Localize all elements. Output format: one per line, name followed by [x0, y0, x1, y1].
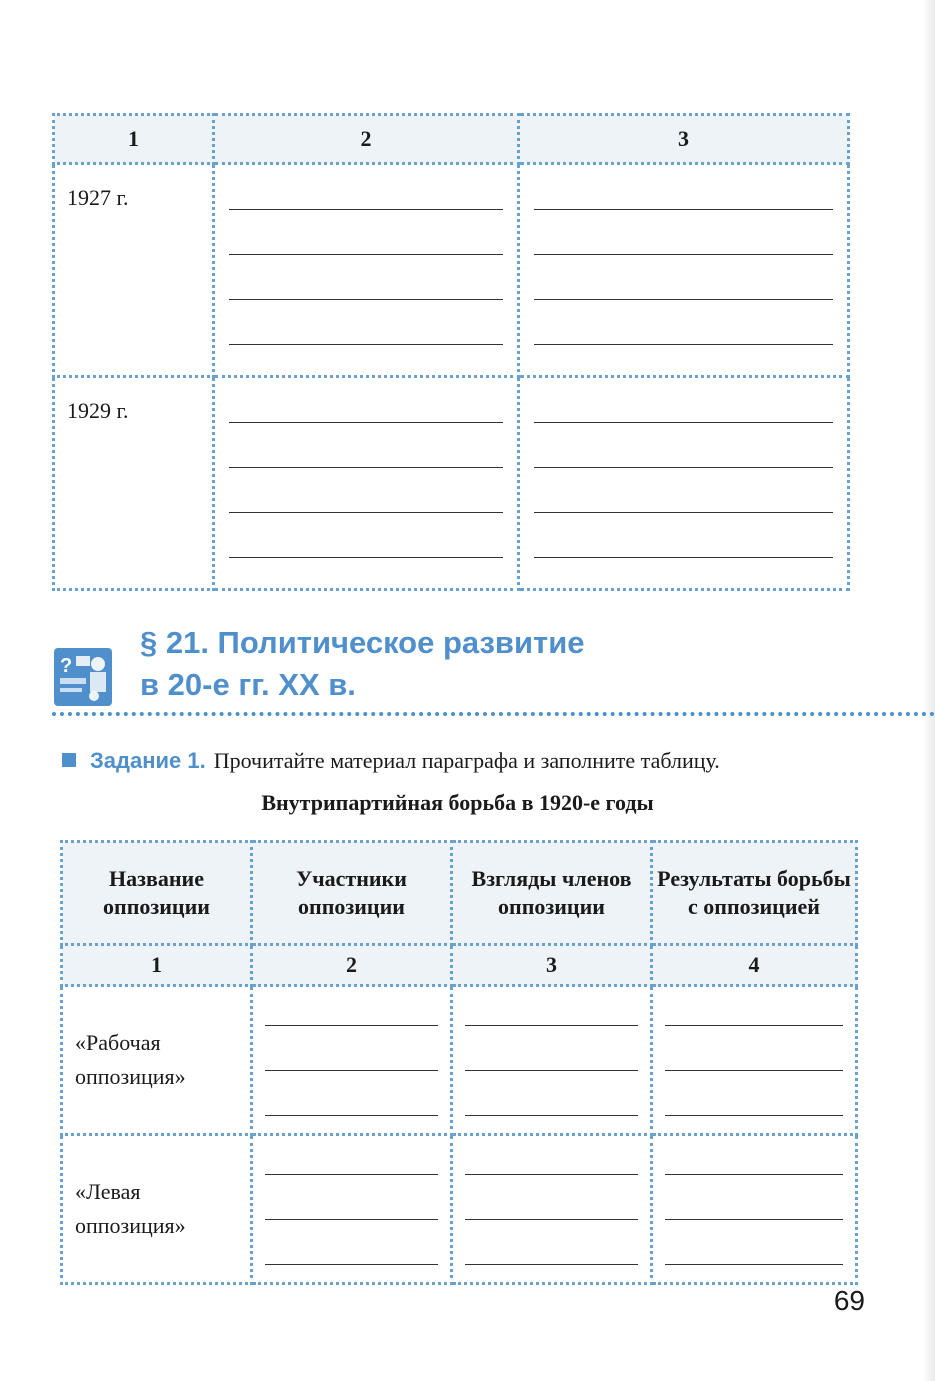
answer-cell[interactable]	[519, 377, 849, 590]
answer-line[interactable]	[265, 1220, 438, 1265]
table-row	[62, 986, 857, 1135]
answer-cell[interactable]	[214, 377, 519, 590]
answer-line[interactable]	[229, 423, 503, 468]
answer-cell[interactable]	[252, 986, 452, 1135]
answer-cell[interactable]	[214, 164, 519, 377]
answer-line[interactable]	[465, 1001, 638, 1026]
answer-cell[interactable]	[252, 1135, 452, 1284]
column-header-1: 1	[54, 115, 214, 164]
answer-line[interactable]	[665, 1026, 843, 1071]
page-edge-shadow	[923, 0, 935, 1381]
column-header-name: Название оппозиции	[62, 842, 252, 945]
column-number-2: 2	[252, 945, 452, 986]
answer-line[interactable]	[534, 513, 833, 558]
answer-line[interactable]	[465, 1026, 638, 1071]
answer-line[interactable]	[534, 423, 833, 468]
square-bullet-icon	[62, 753, 76, 767]
answer-cell[interactable]	[652, 986, 857, 1135]
answer-line[interactable]	[665, 1220, 843, 1265]
workbook-section-icon	[54, 648, 112, 706]
answer-line[interactable]	[534, 210, 833, 255]
top-table	[52, 113, 850, 591]
answer-line[interactable]	[465, 1071, 638, 1116]
answer-line[interactable]	[229, 255, 503, 300]
answer-line[interactable]	[265, 1175, 438, 1220]
svg-text:?: ?	[60, 655, 73, 677]
table-title: Внутрипартийная борьба в 1920-е годы	[261, 790, 654, 815]
section-divider	[52, 712, 935, 716]
answer-cell[interactable]	[452, 1135, 652, 1284]
answer-line[interactable]	[229, 210, 503, 255]
column-header-2: 2	[214, 115, 519, 164]
answer-line[interactable]	[534, 468, 833, 513]
section-title-line2: в 20-е гг. XX в.	[140, 667, 356, 702]
table-row	[62, 1135, 857, 1284]
column-header-participants: Участники оппозиции	[252, 842, 452, 945]
answer-line[interactable]	[665, 1071, 843, 1116]
section-title	[140, 622, 585, 706]
answer-line[interactable]	[229, 468, 503, 513]
column-number-4: 4	[652, 945, 857, 986]
row-label-1927: 1927 г.	[54, 164, 214, 377]
answer-line[interactable]	[265, 1071, 438, 1116]
opposition-table	[60, 840, 858, 1285]
task-text: Прочитайте материал параграфа и заполните таблицу.	[213, 748, 720, 773]
answer-line[interactable]	[465, 1175, 638, 1220]
answer-line[interactable]	[534, 185, 833, 210]
section-title-line1: § 21. Политическое развитие	[140, 625, 585, 660]
answer-line[interactable]	[229, 398, 503, 423]
column-header-results: Результаты борьбы с оппозицией	[652, 842, 857, 945]
answer-line[interactable]	[465, 1150, 638, 1175]
answer-cell[interactable]	[652, 1135, 857, 1284]
answer-line[interactable]	[229, 300, 503, 345]
answer-line[interactable]	[229, 513, 503, 558]
row-label-1929: 1929 г.	[54, 377, 214, 590]
answer-line[interactable]	[534, 398, 833, 423]
answer-cell[interactable]	[519, 164, 849, 377]
answer-cell[interactable]	[452, 986, 652, 1135]
answer-line[interactable]	[465, 1220, 638, 1265]
answer-line[interactable]	[534, 255, 833, 300]
row-label-workers-opposition: «Рабочая оппозиция»	[62, 986, 252, 1135]
column-number-1: 1	[62, 945, 252, 986]
page-number: 69	[833, 1285, 865, 1316]
answer-line[interactable]	[229, 185, 503, 210]
answer-line[interactable]	[265, 1150, 438, 1175]
answer-line[interactable]	[665, 1175, 843, 1220]
task-instruction	[62, 748, 720, 774]
answer-line[interactable]	[665, 1001, 843, 1026]
task-label: Задание 1.	[90, 748, 206, 773]
answer-line[interactable]	[265, 1026, 438, 1071]
row-label-left-opposition: «Левая оппозиция»	[62, 1135, 252, 1284]
answer-line[interactable]	[534, 300, 833, 345]
column-header-3: 3	[519, 115, 849, 164]
column-number-3: 3	[452, 945, 652, 986]
table-row	[54, 377, 849, 590]
column-header-views: Взгляды членов оппозиции	[452, 842, 652, 945]
answer-line[interactable]	[265, 1001, 438, 1026]
answer-line[interactable]	[665, 1150, 843, 1175]
table-row	[54, 164, 849, 377]
